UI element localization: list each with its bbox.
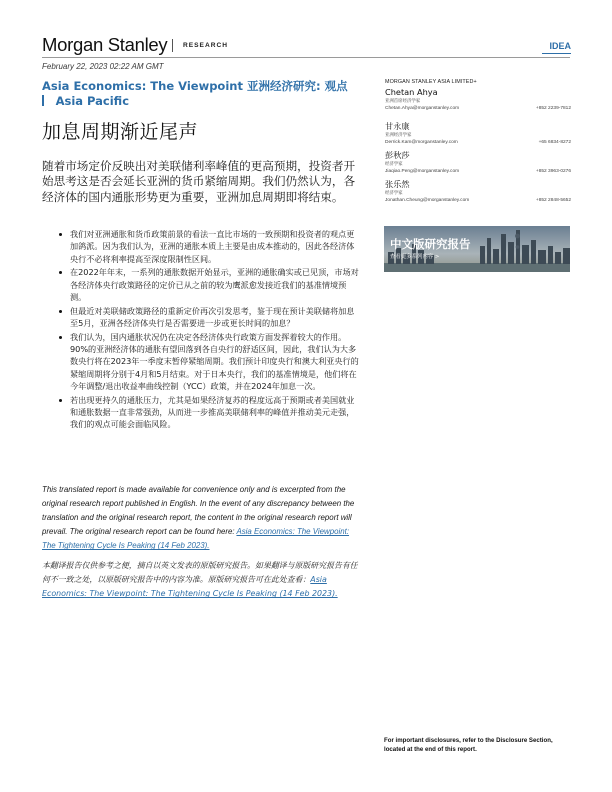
analyst-card — [385, 179, 571, 204]
key-point — [70, 266, 362, 303]
research-label: RESEARCH — [183, 42, 229, 49]
series-title-bar — [42, 95, 44, 106]
report-headline: 加息周期渐近尾声 — [42, 121, 199, 143]
key-point — [70, 394, 362, 431]
key-point-text: 若出现更持久的通胀压力，尤其是如果经济复苏的程度远高于预期或者美国就业和通胀数据一直非常强劲，从而进一步推高美联储利率的峰值并推动美元走强，我们的观点可能会面临风险。 — [70, 394, 355, 430]
analyst-card — [385, 87, 571, 112]
analyst-email[interactable]: Derrick.Kam@morganstanley.com — [385, 140, 458, 145]
analyst-name: Chetan Ahya — [385, 87, 438, 97]
key-points-list — [70, 228, 362, 432]
disclaimer-en-text: This translated report is made available for convenience only and is excerpted from the original research report published in English. In the event of any discrepancy between the translation and the original research report, the content in the original research report will prevail. The original research report can be found here: — [42, 485, 355, 537]
bullet-icon — [59, 233, 62, 236]
banner-more-link[interactable]: 查看更多系列内容 > — [390, 254, 440, 260]
bullet-icon — [59, 399, 62, 402]
disclosure-note: For important disclosures, refer to the Disclosure Section, located at the end of this report. — [384, 737, 553, 753]
idea-badge: IDEA — [542, 41, 571, 54]
key-point-text: 我们对亚洲通胀和货币政策前景的看法一直比市场的一致预期和投资者的观点更加鸽派。因为我们认为，亚洲的通胀本质上主要是由成本推动的，因此各经济体央行不必将利率提高至深度限制性区间。 — [70, 229, 355, 264]
original-report-link-zh[interactable]: Asia Economics: The Viewpoint: The Tightening Cycle Is Peaking (14 Feb 2023). — [42, 575, 338, 599]
analyst-title: 经济学家 — [385, 191, 403, 196]
bullet-icon — [59, 310, 62, 313]
series-title-line1: Asia Economics: The Viewpoint 亚洲经济研究: 观点 — [42, 79, 348, 93]
analyst-title: 亚洲经济学家 — [385, 133, 412, 138]
header-divider — [172, 39, 173, 52]
analyst-phone: +852 2239-7812 — [535, 106, 571, 111]
key-point — [70, 305, 362, 330]
disclaimer-zh-text: 本翻译报告仅供参考之便，摘自以英文发表的原版研究报告。如果翻译与原版研究报告有任何不一致之处，以原版研究报告中的内容为准。原版研究报告可在此处查看： — [42, 561, 358, 585]
analyst-name: 张乐然 — [385, 179, 410, 189]
analyst-card — [385, 150, 571, 175]
morgan-stanley-logo: Morgan Stanley — [42, 34, 168, 55]
original-report-link-en[interactable]: Asia Economics: The Viewpoint: The Tightening Cycle Is Peaking (14 Feb 2023). — [42, 527, 350, 551]
key-point-text: 但最近对美联储政策路径的重新定价再次引发思考，鉴于现在预计美联储将加息至5月，亚洲各经济体央行是否需要进一步或更长时间的加息？ — [70, 305, 355, 329]
report-date: February 22, 2023 02:22 AM GMT — [42, 62, 164, 71]
analyst-title: 经济学家 — [385, 162, 403, 167]
analyst-name: 彭秋莎 — [385, 150, 410, 160]
report-series-title — [42, 79, 362, 109]
bullet-icon — [59, 336, 62, 339]
header-rule — [42, 57, 570, 58]
analyst-email[interactable]: Jonathan.Cheung@morganstanley.com — [385, 198, 470, 203]
key-point — [70, 331, 362, 393]
key-point-text: 我们认为，国内通胀状况仍在决定各经济体央行政策方面发挥着较大的作用。90%的亚洲经济体的通胀有望回落到各自央行的舒适区间，因此，我们认为大多数央行将在2023年一季度末暂停紧缩周期。我们预计印度央行和澳大利亚央行的紧缩周期将分别于4月和5月结束。对于日本央行，我们的基准情境是，他们将在今年调整/退出收益率曲线控制（YCC）政策，并在2024年加息一次。 — [70, 331, 359, 392]
analyst-card — [385, 121, 571, 146]
key-point-text: 在2022年年末，一系列的通胀数据开始显示，亚洲的通胀确实或已见顶，市场对各经济体央行政策路径的定价已从之前的较为鹰派愈发接近我们的基准情境预测。 — [70, 267, 359, 303]
analyst-phone: +65 6834-8272 — [538, 140, 571, 145]
key-point — [70, 228, 362, 265]
lead-paragraph: 随着市场定价反映出对美联储利率峰值的更高预期，投资者开始思考这是否会延长亚洲的货币紧缩周期。我们仍然认为，各经济体的国内通胀形势更为重要，亚洲加息周期即将结束。 — [42, 159, 356, 204]
analyst-email[interactable]: Jiaqiao.Peng@morganstanley.com — [385, 169, 460, 174]
series-title-line2: Asia Pacific — [55, 94, 130, 108]
analyst-title: 亚洲首席经济学家 — [385, 99, 421, 104]
entity-name: MORGAN STANLEY ASIA LIMITED+ — [385, 79, 477, 85]
analyst-email[interactable]: Chetan.Ahya@morganstanley.com — [385, 106, 460, 111]
translation-disclaimer-en — [42, 483, 364, 553]
analyst-name: 甘永康 — [385, 121, 410, 131]
analyst-phone: +852 3963-0276 — [535, 169, 571, 174]
analyst-phone: +852 2848-5652 — [535, 198, 571, 203]
translation-disclaimer-zh — [42, 559, 364, 601]
bullet-icon — [59, 271, 62, 274]
banner-title[interactable]: 中文版研究报告 — [390, 237, 471, 251]
